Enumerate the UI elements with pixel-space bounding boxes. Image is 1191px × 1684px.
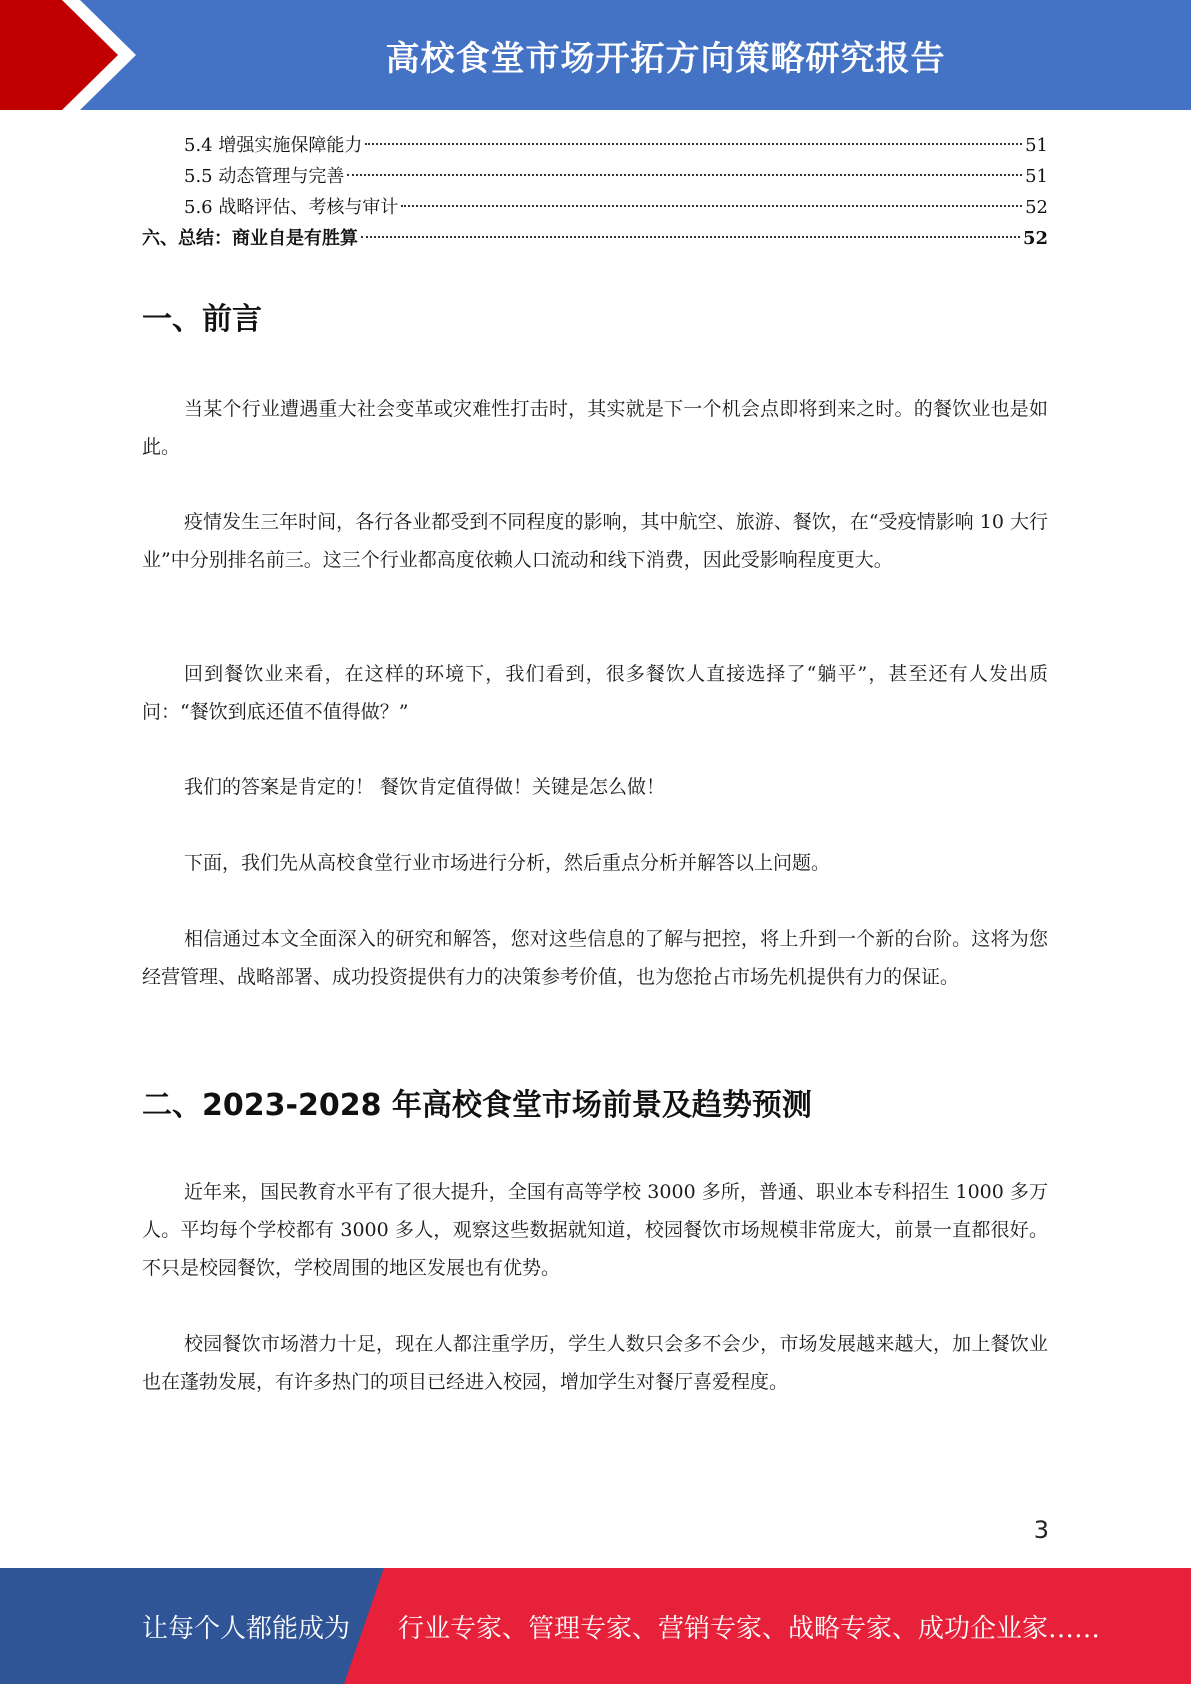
paragraph: 相信通过本文全面深入的研究和解答，您对这些信息的了解与把控，将上升到一个新的台阶。这将为您经营管理、战略部署、成功投资提供有力的决策参考价值，也为您抢占市场先机提供有力的保证。 xyxy=(142,928,1048,988)
toc-leader-dots xyxy=(361,236,1020,238)
toc-entry-text: 5.6 战略评估、考核与审计 xyxy=(184,197,399,218)
toc-entry-page: 52 xyxy=(1025,197,1048,218)
toc-entry-text: 六、总结：商业自是有胜算 xyxy=(142,228,358,249)
footer-slogan-left: 让每个人都能成为 xyxy=(142,1613,351,1644)
section-heading-outlook: 二、2023-2028 年高校食堂市场前景及趋势预测 xyxy=(142,1088,812,1123)
paragraph: 下面，我们先从高校食堂行业市场进行分析，然后重点分析并解答以上问题。 xyxy=(184,852,831,874)
paragraph: 我们的答案是肯定的！ 餐饮肯定值得做！关键是怎么做！ xyxy=(184,776,666,798)
toc-entry[interactable] xyxy=(142,130,1048,161)
toc-entry[interactable] xyxy=(142,223,1048,254)
toc-entry-page: 51 xyxy=(1025,135,1048,156)
paragraph: 校园餐饮市场潜力十足，现在人都注重学历，学生人数只会多不会少，市场发展越来越大，加上餐饮业也在蓬勃发展，有许多热门的项目已经进入校园，增加学生对餐厅喜爱程度。 xyxy=(142,1333,1048,1393)
header-arrow-decoration xyxy=(0,0,150,110)
section-heading-preface: 一、前言 xyxy=(142,302,262,337)
page-number: 3 xyxy=(1033,1516,1049,1544)
paragraph: 近年来，国民教育水平有了很大提升，全国有高等学校 3000 多所，普通、职业本专科招生 1000 多万人。平均每个学校都有 3000 多人，观察这些数据就知道，校园餐饮市场规模非常庞大，前景一直都很好。不只是校园餐饮，学校周围的地区发展也有优势。 xyxy=(142,1181,1048,1279)
toc-leader-dots xyxy=(365,143,1022,145)
toc-entry-text: 5.5 动态管理与完善 xyxy=(184,166,345,187)
paragraph: 疫情发生三年时间，各行各业都受到不同程度的影响，其中航空、旅游、餐饮，在“受疫情影响 10 大行业”中分别排名前三。这三个行业都高度依赖人口流动和线下消费，因此受影响程度更大。 xyxy=(142,511,1048,571)
toc-leader-dots xyxy=(347,174,1022,176)
toc-entry[interactable] xyxy=(142,192,1048,223)
toc-entry[interactable] xyxy=(142,161,1048,192)
paragraph: 当某个行业遭遇重大社会变革或灾难性打击时，其实就是下一个机会点即将到来之时。的餐饮业也是如此。 xyxy=(142,398,1048,458)
paragraph: 回到餐饮业来看，在这样的环境下，我们看到，很多餐饮人直接选择了“躺平”，甚至还有人发出质问：“餐饮到底还值不值得做？” xyxy=(142,663,1048,723)
toc-leader-dots xyxy=(401,205,1022,207)
toc-entry-page: 51 xyxy=(1025,166,1048,187)
header-banner xyxy=(0,0,1191,110)
table-of-contents xyxy=(142,130,1048,254)
footer-slogan-right: 行业专家、管理专家、营销专家、战略专家、成功企业家…… xyxy=(398,1613,1101,1644)
report-title: 高校食堂市场开拓方向策略研究报告 xyxy=(385,38,946,79)
toc-entry-text: 5.4 增强实施保障能力 xyxy=(184,135,363,156)
toc-entry-page: 52 xyxy=(1022,228,1048,249)
footer-banner xyxy=(0,1568,1191,1684)
